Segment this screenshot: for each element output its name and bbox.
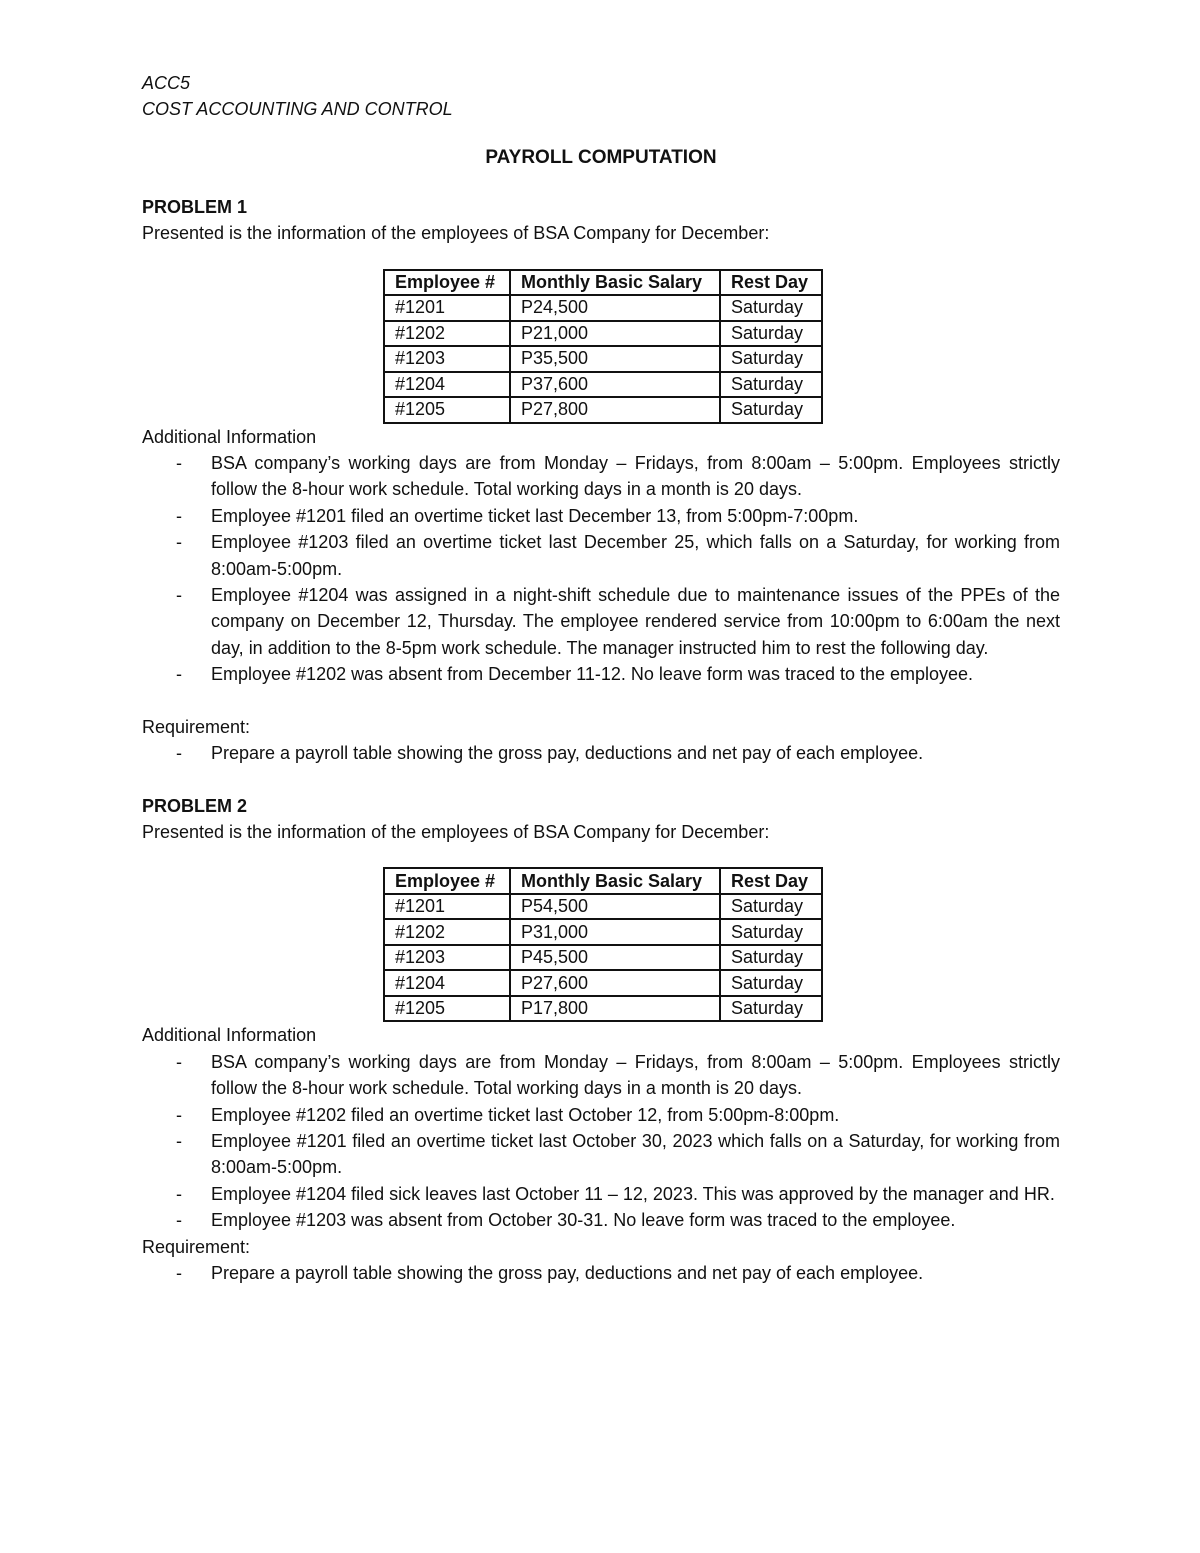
course-title: COST ACCOUNTING AND CONTROL xyxy=(142,99,453,120)
cell-employee-number: #1204 xyxy=(384,970,510,996)
table-row xyxy=(384,996,822,1022)
problem-2-intro: Presented is the information of the employees of BSA Company for December: xyxy=(142,821,770,842)
cell-employee-number: #1203 xyxy=(384,346,510,372)
page-title: PAYROLL COMPUTATION xyxy=(485,146,717,168)
list-item: - Employee #1203 filed an overtime ticket last December 25, which falls on a Saturday, for working from 8:00am-5:00pm. xyxy=(142,529,1060,582)
problem-2-section xyxy=(142,793,1060,1287)
cell-rest-day: Saturday xyxy=(720,894,822,920)
list-item: - Employee #1204 filed sick leaves last October 11 – 12, 2023. This was approved by the manager and HR. xyxy=(142,1181,1060,1207)
table-row xyxy=(384,321,822,347)
list-item: - BSA company’s working days are from Monday – Fridays, from 8:00am – 5:00pm. Employees strictly follow the 8-hour work schedule. Total working days in a month is 20 days. xyxy=(142,450,1060,503)
header-monthly-basic-salary: Monthly Basic Salary xyxy=(510,270,720,296)
problem-2-additional-list xyxy=(142,1049,1060,1234)
table-row xyxy=(384,372,822,398)
cell-monthly-basic-salary: P27,600 xyxy=(510,970,720,996)
table-row xyxy=(384,945,822,971)
cell-employee-number: #1201 xyxy=(384,295,510,321)
header-employee-number: Employee # xyxy=(384,868,510,894)
header-monthly-basic-salary: Monthly Basic Salary xyxy=(510,868,720,894)
problem-1-employee-table xyxy=(383,269,823,424)
cell-rest-day: Saturday xyxy=(720,945,822,971)
table-header-row xyxy=(384,270,822,296)
cell-rest-day: Saturday xyxy=(720,346,822,372)
problem-1-requirement-list xyxy=(142,740,1060,766)
list-item: - Prepare a payroll table showing the gross pay, deductions and net pay of each employee. xyxy=(142,740,1060,766)
problem-2-employee-table xyxy=(383,867,823,1022)
header-rest-day: Rest Day xyxy=(720,270,822,296)
table-header-row xyxy=(384,868,822,894)
problem-2-heading: PROBLEM 2 xyxy=(142,795,248,816)
problem-2-table-wrapper xyxy=(142,867,1060,1022)
problem-1-additional-label: Additional Information xyxy=(142,426,317,447)
list-item: - Employee #1204 was assigned in a night-shift schedule due to maintenance issues of the PPEs of the company on December 12, Thursday. The employee rendered service from 10:00pm to 6:00am the next day, in addition to the 8-5pm work schedule. The manager instructed him to rest the following day. xyxy=(142,582,1060,661)
cell-monthly-basic-salary: P31,000 xyxy=(510,919,720,945)
table-row xyxy=(384,919,822,945)
list-item: - Employee #1202 was absent from December 11-12. No leave form was traced to the employee. xyxy=(142,661,1060,687)
problem-1-additional-list xyxy=(142,450,1060,688)
table-row xyxy=(384,397,822,423)
problem-2-requirement-list xyxy=(142,1260,1060,1286)
problem-1-requirement-label: Requirement: xyxy=(142,716,251,737)
table-row xyxy=(384,346,822,372)
problem-1-table-wrapper xyxy=(142,269,1060,424)
cell-rest-day: Saturday xyxy=(720,397,822,423)
cell-rest-day: Saturday xyxy=(720,970,822,996)
course-code: ACC5 xyxy=(142,73,191,93)
cell-monthly-basic-salary: P37,600 xyxy=(510,372,720,398)
list-item: - Employee #1201 filed an overtime ticket last October 30, 2023 which falls on a Saturday, for working from 8:00am-5:00pm. xyxy=(142,1128,1060,1181)
cell-employee-number: #1201 xyxy=(384,894,510,920)
cell-monthly-basic-salary: P27,800 xyxy=(510,397,720,423)
list-item: - BSA company’s working days are from Monday – Fridays, from 8:00am – 5:00pm. Employees strictly follow the 8-hour work schedule. Total working days in a month is 20 days. xyxy=(142,1049,1060,1102)
cell-rest-day: Saturday xyxy=(720,372,822,398)
problem-1-heading: PROBLEM 1 xyxy=(142,196,248,217)
spacer xyxy=(142,688,1060,714)
header-rest-day: Rest Day xyxy=(720,868,822,894)
cell-employee-number: #1202 xyxy=(384,919,510,945)
cell-employee-number: #1205 xyxy=(384,397,510,423)
problem-2-additional-label: Additional Information xyxy=(142,1025,317,1046)
list-item: - Prepare a payroll table showing the gross pay, deductions and net pay of each employee. xyxy=(142,1260,1060,1286)
problem-2-requirement-label: Requirement: xyxy=(142,1236,251,1257)
cell-monthly-basic-salary: P54,500 xyxy=(510,894,720,920)
list-item: - Employee #1201 filed an overtime ticket last December 13, from 5:00pm-7:00pm. xyxy=(142,503,1060,529)
cell-rest-day: Saturday xyxy=(720,919,822,945)
header-employee-number: Employee # xyxy=(384,270,510,296)
problem-1-section xyxy=(142,194,1060,767)
cell-employee-number: #1203 xyxy=(384,945,510,971)
table-row xyxy=(384,894,822,920)
cell-monthly-basic-salary: P24,500 xyxy=(510,295,720,321)
cell-employee-number: #1204 xyxy=(384,372,510,398)
cell-rest-day: Saturday xyxy=(720,996,822,1022)
cell-rest-day: Saturday xyxy=(720,321,822,347)
cell-employee-number: #1205 xyxy=(384,996,510,1022)
cell-monthly-basic-salary: P45,500 xyxy=(510,945,720,971)
table-row xyxy=(384,295,822,321)
cell-rest-day: Saturday xyxy=(720,295,822,321)
list-item: - Employee #1202 filed an overtime ticket last October 12, from 5:00pm-8:00pm. xyxy=(142,1102,1060,1128)
cell-monthly-basic-salary: P35,500 xyxy=(510,346,720,372)
cell-employee-number: #1202 xyxy=(384,321,510,347)
problem-1-intro: Presented is the information of the employees of BSA Company for December: xyxy=(142,223,770,244)
list-item: - Employee #1203 was absent from October 30-31. No leave form was traced to the employee. xyxy=(142,1207,1060,1233)
cell-monthly-basic-salary: P17,800 xyxy=(510,996,720,1022)
table-row xyxy=(384,970,822,996)
cell-monthly-basic-salary: P21,000 xyxy=(510,321,720,347)
